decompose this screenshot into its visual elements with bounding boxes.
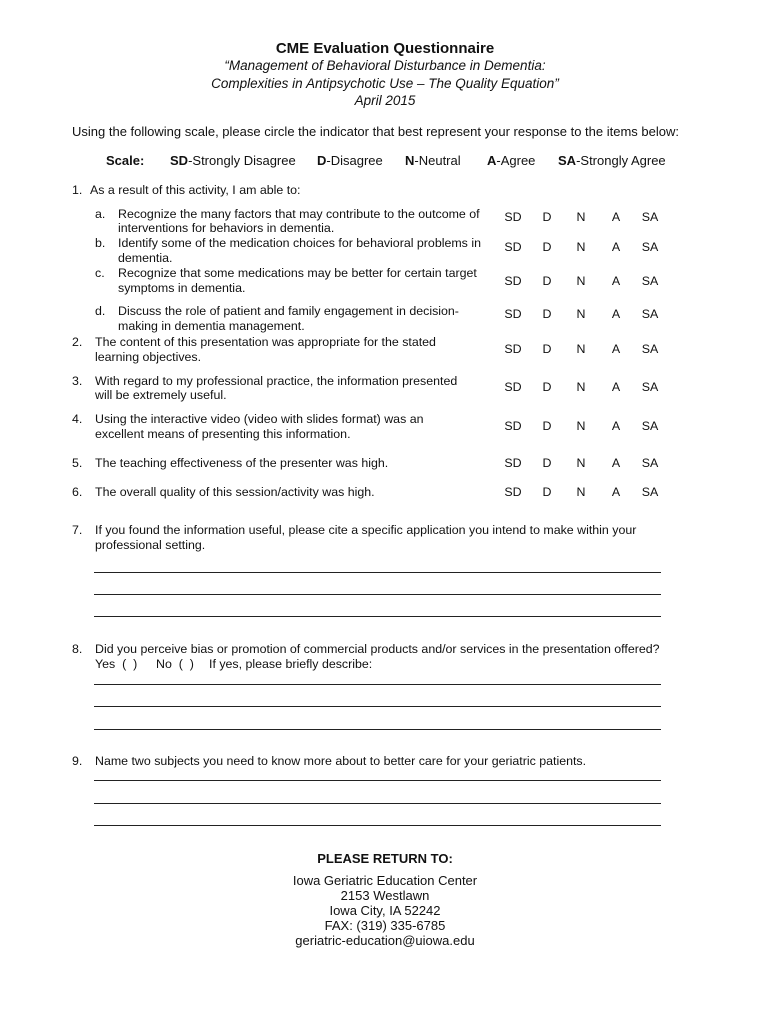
q1a-response-sd[interactable]: SD (504, 210, 522, 224)
q2-response-a[interactable]: A (611, 342, 621, 356)
q4-number: 4. (72, 412, 83, 426)
q7-text-1: If you found the information useful, please cite a specific application you intend to make within your (95, 523, 637, 537)
q3-response-d[interactable]: D (542, 380, 552, 394)
q1c-text-2: symptoms in dementia. (118, 281, 246, 295)
q1b-response-n[interactable]: N (576, 240, 586, 254)
q8-text: Did you perceive bias or promotion of commercial products and/or services in the presentation offered? (95, 642, 660, 656)
q2-response-d[interactable]: D (542, 342, 552, 356)
q1d-response-d[interactable]: D (542, 307, 552, 321)
q5-response-a[interactable]: A (611, 456, 621, 470)
q8-number: 8. (72, 642, 83, 656)
q6-text: The overall quality of this session/activity was high. (95, 485, 375, 499)
q1b-text-2: dementia. (118, 251, 173, 265)
q1c-response-sa[interactable]: SA (641, 274, 659, 288)
q6-response-sd[interactable]: SD (504, 485, 522, 499)
q9-number: 9. (72, 754, 83, 768)
q2-response-sd[interactable]: SD (504, 342, 522, 356)
q5-text: The teaching effectiveness of the presenter was high. (95, 456, 389, 470)
return-fax: FAX: (319) 335-6785 (324, 918, 446, 933)
q1d-response-n[interactable]: N (576, 307, 586, 321)
q7-answer-line[interactable] (94, 594, 661, 595)
q1a-response-a[interactable]: A (611, 210, 621, 224)
instructions: Using the following scale, please circle the indicator that best represent your response to the items below: (72, 124, 679, 139)
q1b-letter: b. (95, 236, 106, 250)
q1a-response-n[interactable]: N (576, 210, 586, 224)
q5-response-d[interactable]: D (542, 456, 552, 470)
q1d-response-a[interactable]: A (611, 307, 621, 321)
q1a-response-sa[interactable]: SA (641, 210, 659, 224)
q9-answer-line[interactable] (94, 780, 661, 781)
q1c-response-sd[interactable]: SD (504, 274, 522, 288)
q7-answer-line[interactable] (94, 616, 661, 617)
q1c-letter: c. (95, 266, 105, 280)
q4-response-sa[interactable]: SA (641, 419, 659, 433)
return-org: Iowa Geriatric Education Center (292, 873, 478, 888)
q1d-response-sd[interactable]: SD (504, 307, 522, 321)
q7-answer-line[interactable] (94, 572, 661, 573)
q9-answer-line[interactable] (94, 825, 661, 826)
q3-response-sd[interactable]: SD (504, 380, 522, 394)
q8-yes-option[interactable]: Yes ( ) (95, 657, 138, 671)
q8-answer-line[interactable] (94, 684, 661, 685)
subtitle-line-1: “Management of Behavioral Disturbance in Dementia: (224, 58, 546, 73)
q1d-text-1: Discuss the role of patient and family engagement in decision- (118, 304, 459, 318)
scale-label: Scale: (106, 153, 145, 168)
subtitle-line-2: Complexities in Antipsychotic Use – The Quality Equation” (211, 76, 559, 91)
q7-text-2: professional setting. (95, 538, 206, 552)
q8-no-option[interactable]: No ( ) (156, 657, 194, 671)
q7-number: 7. (72, 523, 83, 537)
q4-text-1: Using the interactive video (video with slides format) was an (95, 412, 424, 426)
return-heading: PLEASE RETURN TO: (317, 851, 453, 866)
q1c-response-n[interactable]: N (576, 274, 586, 288)
page-title: CME Evaluation Questionnaire (275, 40, 495, 57)
q4-response-sd[interactable]: SD (504, 419, 522, 433)
return-street: 2153 Westlawn (340, 888, 430, 903)
q1b-response-sa[interactable]: SA (641, 240, 659, 254)
date: April 2015 (354, 93, 416, 108)
q4-response-a[interactable]: A (611, 419, 621, 433)
q3-response-n[interactable]: N (576, 380, 586, 394)
q6-number: 6. (72, 485, 83, 499)
q9-answer-line[interactable] (94, 803, 661, 804)
q3-text-2: will be extremely useful. (95, 388, 227, 402)
scale-sa: SA-Strongly Agree (558, 153, 666, 168)
q5-response-sd[interactable]: SD (504, 456, 522, 470)
q5-response-n[interactable]: N (576, 456, 586, 470)
q1b-response-sd[interactable]: SD (504, 240, 522, 254)
q1-text: As a result of this activity, I am able to: (90, 183, 301, 197)
q2-text-1: The content of this presentation was appropriate for the stated (95, 335, 436, 349)
q1a-text-2: interventions for behaviors in dementia. (118, 221, 335, 235)
q6-response-d[interactable]: D (542, 485, 552, 499)
q1a-text-1: Recognize the many factors that may contribute to the outcome of (118, 207, 480, 221)
q2-number: 2. (72, 335, 83, 349)
q9-text: Name two subjects you need to know more about to better care for your geriatric patients. (95, 754, 587, 768)
q1b-text-1: Identify some of the medication choices for behavioral problems in (118, 236, 481, 250)
q5-number: 5. (72, 456, 83, 470)
q1a-response-d[interactable]: D (542, 210, 552, 224)
return-city: Iowa City, IA 52242 (329, 903, 441, 918)
q1b-response-d[interactable]: D (542, 240, 552, 254)
q8-answer-line[interactable] (94, 729, 661, 730)
q1c-text-1: Recognize that some medications may be better for certain target (118, 266, 477, 280)
return-email: geriatric-education@uiowa.edu (295, 933, 475, 948)
q1-number: 1. (72, 183, 83, 197)
scale-sd: SD-Strongly Disagree (170, 153, 296, 168)
q8-ifyes-text: If yes, please briefly describe: (209, 657, 373, 671)
q2-response-sa[interactable]: SA (641, 342, 659, 356)
q3-text-1: With regard to my professional practice, the information presented (95, 374, 458, 388)
q4-text-2: excellent means of presenting this information. (95, 427, 351, 441)
q2-response-n[interactable]: N (576, 342, 586, 356)
q6-response-a[interactable]: A (611, 485, 621, 499)
q3-response-sa[interactable]: SA (641, 380, 659, 394)
q1d-letter: d. (95, 304, 106, 318)
q6-response-sa[interactable]: SA (641, 485, 659, 499)
q3-number: 3. (72, 374, 83, 388)
q4-response-d[interactable]: D (542, 419, 552, 433)
q1a-letter: a. (95, 207, 106, 221)
q1c-response-d[interactable]: D (542, 274, 552, 288)
q6-response-n[interactable]: N (576, 485, 586, 499)
scale-d: D-Disagree (317, 153, 383, 168)
q1b-response-a[interactable]: A (611, 240, 621, 254)
q3-response-a[interactable]: A (611, 380, 621, 394)
q4-response-n[interactable]: N (576, 419, 586, 433)
q8-answer-line[interactable] (94, 706, 661, 707)
q2-text-2: learning objectives. (95, 350, 202, 364)
scale-a: A-Agree (487, 153, 536, 168)
scale-n: N-Neutral (405, 153, 461, 168)
q1c-response-a[interactable]: A (611, 274, 621, 288)
q5-response-sa[interactable]: SA (641, 456, 659, 470)
q1d-response-sa[interactable]: SA (641, 307, 659, 321)
q1d-text-2: making in dementia management. (118, 319, 305, 333)
